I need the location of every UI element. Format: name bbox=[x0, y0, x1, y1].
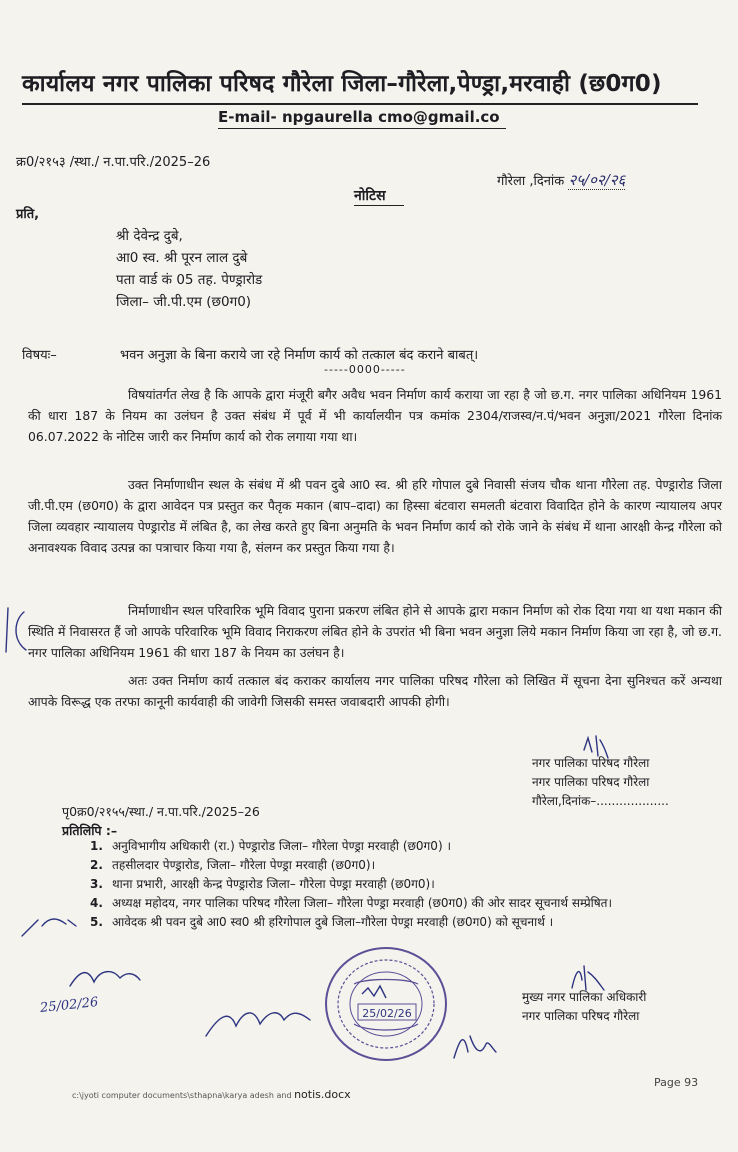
reference-number: क्र0/२१५३ /स्था./ न.पा.परि./2025–26 bbox=[16, 155, 211, 170]
copy-reference: पृ0क्र0/२१५५/स्था./ न.पा.परि./2025–26 bbox=[62, 804, 260, 819]
date-value: २५/०२/२६ bbox=[568, 171, 626, 189]
footer-filename: notis.docx bbox=[294, 1088, 351, 1101]
signature-mark-2 bbox=[568, 960, 612, 994]
paragraph-3: निर्माणाधीन स्थल परिवारिक भूमि विवाद पुराना प्रकरण लंबित होने से आपके द्वारा मकान निर्माण को रोक दिया गया था यथा मकान की स्थिति में निवासरत हैं जो आपके परिवारिक भूमि विवाद निराकरण लंबित होने के उपरांत भी बिना भवन अनुज्ञा लिये मकान निर्माण किया जा रहा है, जो छ.ग. नगर पालिका अधिनियम 1961 की धारा 187 के नियम का उलंघन है। bbox=[28, 603, 722, 660]
signature-line: नगर पालिका परिषद गौरेला bbox=[532, 756, 650, 770]
copy-title: प्रतिलिपि :– bbox=[62, 823, 118, 838]
copy-list-item: 4. अध्यक्ष महोदय, नगर पालिका परिषद गौरेला जिला– गौरेला पेण्ड्रा मरवाही (छ0ग0) की ओर सादर सूचनार्थ सम्प्रेषित। bbox=[90, 896, 613, 910]
address-line: जिला– जी.पी.एम (छ0ग0) bbox=[116, 294, 252, 310]
notice-title: नोटिस bbox=[354, 188, 386, 204]
office-email: E-mail- npgaurella cmo@gmail.co bbox=[218, 108, 500, 126]
copy-list-item: 2. तहसीलदार पेण्ड्रारोड, जिला– गौरेला पेण्ड्रा मरवाही (छ0ग0)। bbox=[90, 858, 376, 872]
signature-line: नगर पालिका परिषद गौरेला bbox=[522, 1009, 640, 1023]
paragraph-1: विषयांतर्गत लेख है कि आपके द्वारा मंजूरी बगैर अवैध भवन निर्माण कार्य कराया जा रहा है जो छ.ग. नगर पालिका अधिनियम 1961 की धारा 187 के नियम का उलंघन है उक्त संबंध में पूर्व में भी कार्यालयीन पत्र कमांक 2304/राजस्व/न.पं/भवन अनुज्ञा/2021 गौरेला दिनांक 06.07.2022 के नोटिस जारी कर निर्माण कार्य को रोक लगाया गया था। bbox=[28, 387, 722, 444]
office-heading: कार्यालय नगर पालिका परिषद गौरेला जिला–गौरेला,पेण्ड्रा,मरवाही (छ0ग0) bbox=[22, 71, 662, 97]
signature-mark-1 bbox=[578, 732, 618, 764]
scribble-mark bbox=[200, 1000, 320, 1046]
signature-line: मुख्य नगर पालिका अधिकारी bbox=[522, 990, 647, 1004]
date-label: गौरेला ,दिनांक bbox=[497, 174, 565, 189]
separator: -----0000----- bbox=[324, 363, 406, 376]
copy-list bbox=[90, 838, 700, 933]
notice-underline bbox=[354, 205, 404, 206]
initials-mark bbox=[448, 1018, 500, 1064]
margin-note-mark bbox=[14, 906, 84, 946]
office-seal bbox=[322, 944, 450, 1064]
page-number: Page 93 bbox=[654, 1076, 699, 1089]
copy-list-item: 3. थाना प्रभारी, आरक्षी केन्द्र पेण्ड्रारोड जिला– गौरेला पेण्ड्रा मरवाही (छ0ग0)। bbox=[90, 877, 435, 891]
to-label: प्रति, bbox=[16, 207, 40, 222]
address-line: आ0 स्व. श्री पूरन लाल दुबे bbox=[116, 250, 248, 266]
heading-underline bbox=[22, 103, 698, 105]
subject-label: विषयः– bbox=[22, 348, 57, 363]
footer-file-path bbox=[72, 1088, 351, 1101]
address-line: पता वार्ड कं 05 तह. पेण्ड्रारोड bbox=[116, 272, 263, 288]
copy-list-item: 1. अनुविभागीय अधिकारी (रा.) पेण्ड्रारोड जिला– गौरेला पेण्ड्रा मरवाही (छ0ग0) । bbox=[90, 839, 451, 853]
stamp-date: 25/02/26 bbox=[362, 1007, 412, 1020]
email-underline bbox=[218, 128, 506, 129]
footer-path-text: c:\jyoti computer documents\sthapna\karya adesh and bbox=[72, 1091, 292, 1100]
signature-line: गौरेला,दिनांक–................... bbox=[532, 794, 669, 808]
address-line: श्री देवेन्द्र दुबे, bbox=[116, 228, 183, 244]
margin-mark bbox=[0, 600, 36, 660]
handwritten-date: 25/02/26 bbox=[39, 994, 100, 1017]
copy-list-item: 5. आवेदक श्री पवन दुबे आ0 स्व0 श्री हरिगोपाल दुबे जिला–गौरेला पेण्ड्रा मरवाही (छ0ग0) को सूचनार्थ । bbox=[90, 915, 554, 929]
subject-text: भवन अनुज्ञा के बिना कराये जा रहे निर्माण कार्य को तत्काल बंद कराने बाबत्। bbox=[120, 348, 479, 363]
signature-line: नगर पालिका परिषद गौरेला bbox=[532, 775, 650, 789]
paragraph-2: उक्त निर्माणाधीन स्थल के संबंध में श्री पवन दुबे आ0 स्व. श्री हरि गोपाल दुबे निवासी संजय चौक थाना गौरेला तह. पेण्ड्रारोड जिला जी.पी.एम (छ0ग0) के द्वारा आवेदन पत्र प्रस्तुत कर पैतृक मकान (बाप–दादा) का हिस्सा बंटवारा समलती बंटवारा विवादित होने के कारण न्यायालय अपर जिला व्यवहार न्यायालय पेण्ड्रारोड में लंबित है, का लेख करते हुए बिना अनुमति के भवन निर्माण कार्य को रोके जाने के संबंध में थाना आरक्षी केन्द्र गौरेला को अनावश्यक विवाद उत्पन्न का पत्राचार किया गया है, संलग्न कर प्रस्तुत किया गया है। bbox=[28, 477, 722, 555]
date-line bbox=[497, 170, 625, 190]
paragraph-4: अतः उक्त निर्माण कार्य तत्काल बंद कराकर कार्यालय नगर पालिका परिषद गौरेला को लिखित में सूचना देना सुनिश्चत करें अन्यथा आपके विरूद्ध एक तरफा कानूनी कार्यवाही की जावेगी जिसकी समस्त जवाबदारी आपकी होगी। bbox=[28, 673, 722, 709]
margin-signature-mark bbox=[64, 962, 144, 994]
